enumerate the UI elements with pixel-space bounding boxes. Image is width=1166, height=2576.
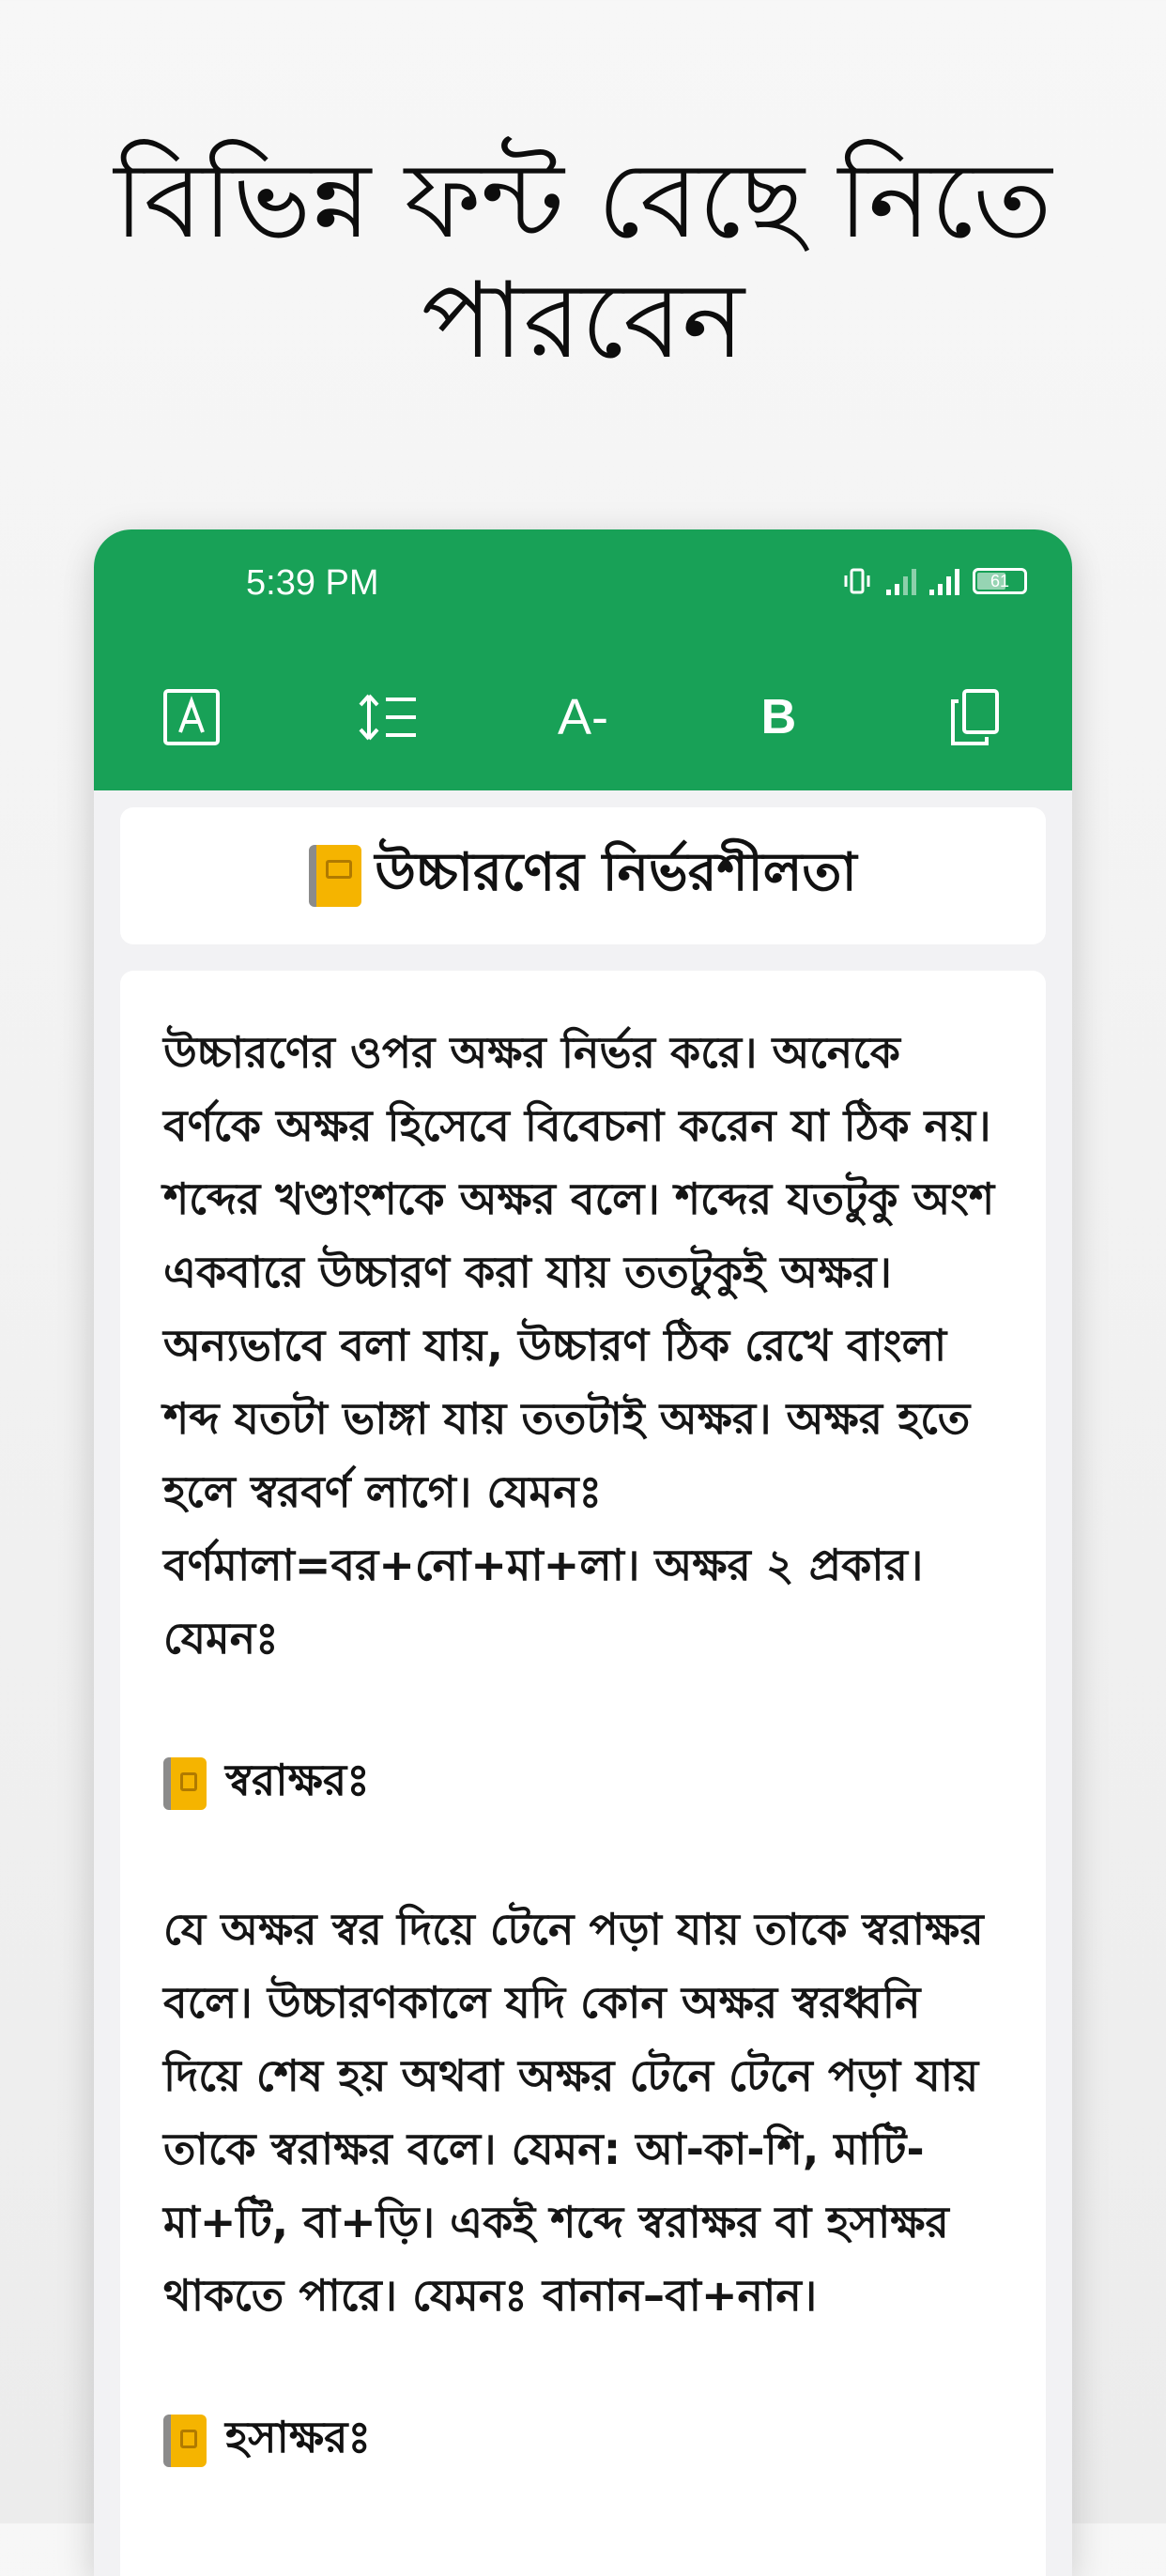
signal-icon-2	[929, 567, 959, 595]
section-heading-1	[163, 1748, 1003, 1819]
signal-icon-1	[886, 567, 916, 595]
vibrate-icon	[841, 567, 873, 595]
promo-headline	[0, 141, 1166, 381]
battery-level: 61	[990, 572, 1010, 590]
notebook-icon	[309, 845, 361, 907]
phone-screen	[94, 529, 1072, 2576]
article-title: উচ্চারণের নির্ভরশীলতা	[375, 842, 857, 903]
font-select-icon	[162, 688, 221, 746]
line-spacing-button[interactable]	[289, 644, 484, 790]
section-heading-1-label: স্বরাক্ষরঃ	[225, 1755, 370, 1805]
line-spacing-icon	[358, 692, 418, 743]
headline-line-2: পারবেন	[421, 260, 745, 382]
article-title-card	[120, 807, 1046, 944]
notebook-icon	[163, 2415, 207, 2467]
font-size-decrease-button[interactable]	[485, 644, 681, 790]
status-bar	[94, 529, 1072, 642]
article-body-card	[120, 971, 1046, 2576]
notebook-icon	[163, 1757, 207, 1810]
article-paragraph-1: উচ্চারণের ওপর অক্ষর নির্ভর করে। অনেকে বর্ণকে অক্ষর হিসেবে বিবেচনা করেন যা ঠিক নয়। শব্দের খণ্ডাংশকে অক্ষর বলে। শব্দের যতটুকু অংশ একবারে উচ্চারণ করা যায় ততটুকুই অক্ষর। অন্যভাবে বলা যায়, উচ্চারণ ঠিক রেখে বাংলা শব্দ যতটা ভাঙ্গা যায় ততটাই অক্ষর। অক্ষর হতে হলে স্বরবর্ণ লাগে। যেমনঃ বর্ণমালা=বর+নো+মা+লা। অক্ষর ২ প্রকার। যেমনঃ	[163, 1027, 995, 1664]
font-size-decrease-icon: A-	[558, 689, 609, 745]
font-select-button[interactable]	[94, 644, 289, 790]
app-bar	[94, 529, 1072, 790]
section-heading-2-label: হসাক্ষরঃ	[225, 2412, 371, 2462]
headline-line-1: বিভিন্ন ফন্ট বেছে নিতে	[114, 140, 1052, 262]
battery-icon	[973, 568, 1027, 594]
status-icons	[841, 567, 1027, 595]
bold-icon: B	[760, 690, 797, 744]
section-heading-2	[163, 2405, 1003, 2476]
reader-toolbar	[94, 644, 1072, 790]
bold-button[interactable]	[681, 644, 876, 790]
article-paragraph-2: যে অক্ষর স্বর দিয়ে টেনে পড়া যায় তাকে স্বরাক্ষর বলে। উচ্চারণকালে যদি কোন অক্ষর স্বরধ্বনি দিয়ে শেষ হয় অথবা অক্ষর টেনে টেনে পড়া যায় তাকে স্বরাক্ষর বলে। যেমন: আ-কা-শি, মাটি-মা+টি, বা+ড়ি। একই শব্দে স্বরাক্ষর বা হসাক্ষর থাকতে পারে। যেমনঃ বানান–বা+নান।	[163, 1904, 984, 2321]
copy-button[interactable]	[877, 644, 1072, 790]
status-time: 5:39 PM	[246, 563, 379, 603]
copy-icon	[949, 688, 1000, 746]
